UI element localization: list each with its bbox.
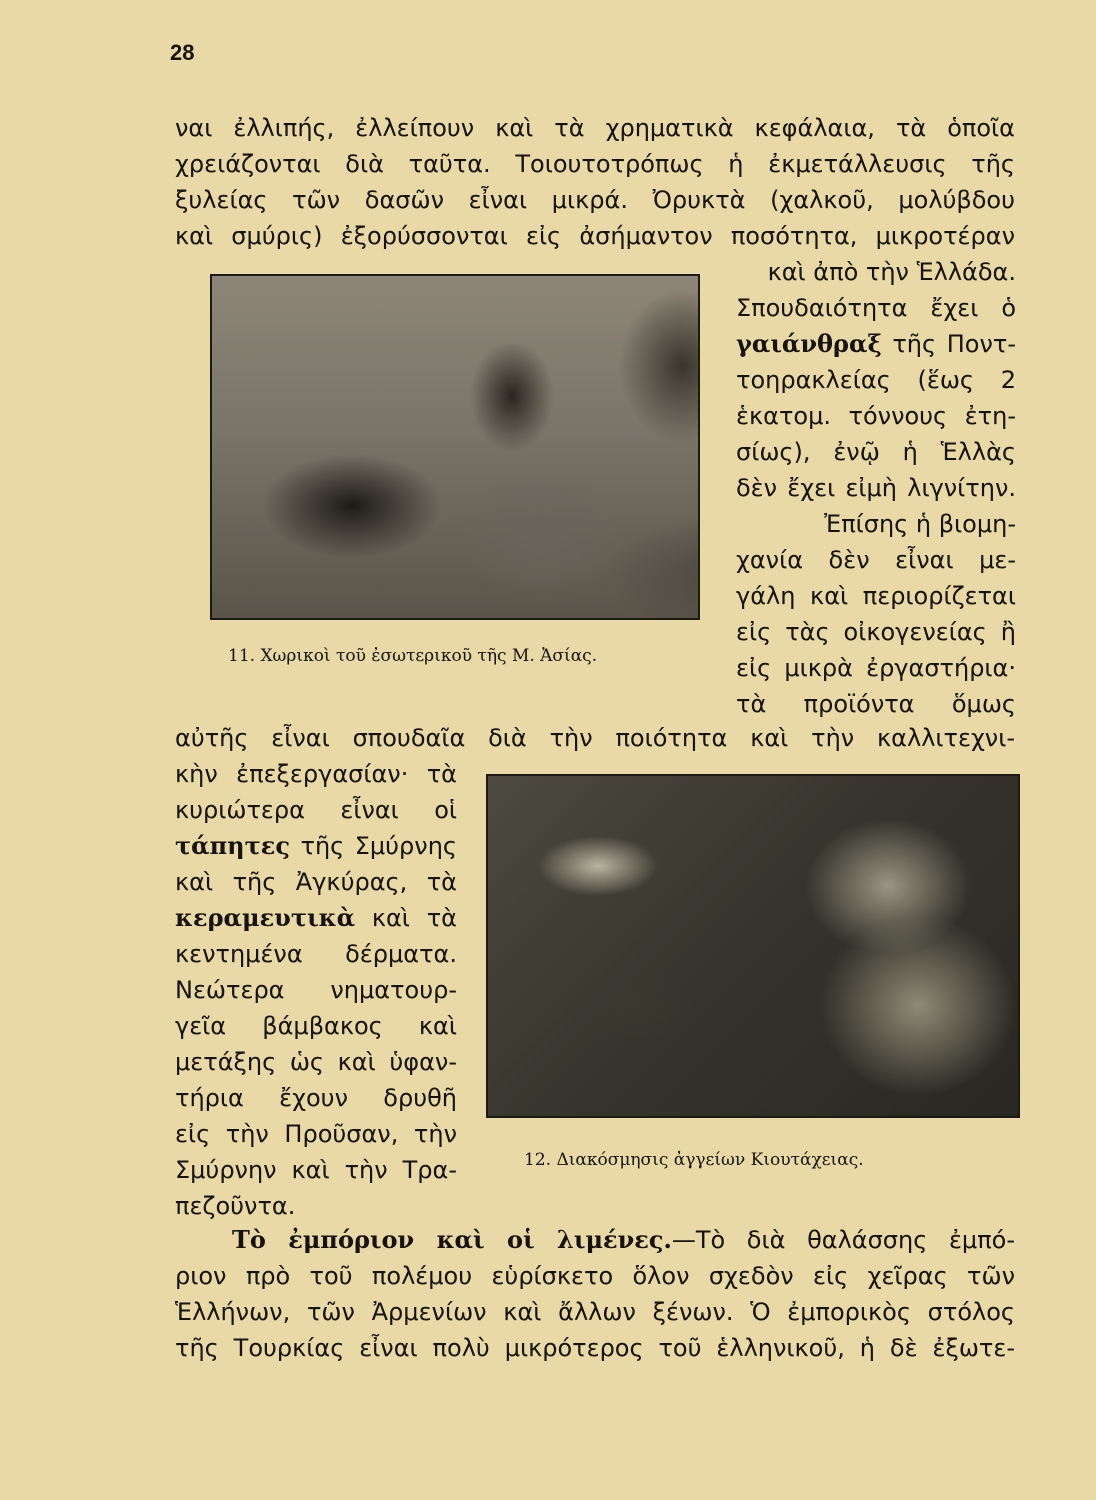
right-column-line: χανία δὲν εἶναι με- — [736, 546, 1016, 574]
left-column-line: καὶ τῆς Ἀγκύρας, τὰ — [175, 868, 457, 896]
left-column-line: πεζοῦντα. — [175, 1192, 296, 1220]
right-column-line: γάλη καὶ περιορίζεται — [736, 582, 1016, 610]
line-text: —Τὸ διὰ θαλάσσης ἐμπό- — [671, 1226, 1015, 1254]
left-column-line: Σμύρνην καὶ τὴν Τρα- — [175, 1156, 457, 1184]
section-first-line — [232, 1224, 1015, 1256]
left-column-line: Νεώτερα νηματουρ- — [175, 976, 457, 1004]
photo-pottery-decoration — [486, 774, 1020, 1118]
left-column-line: κὴν ἐπεξεργασίαν· τὰ — [175, 760, 457, 788]
body-line: ξυλείας τῶν δασῶν εἶναι μικρά. Ὀρυκτὰ (χαλκοῦ, μολύβδου — [175, 186, 1015, 214]
left-column-line — [175, 902, 457, 934]
right-column-line: Ἐπίσης ἡ βιομη- — [824, 510, 1016, 538]
page-number: 28 — [170, 40, 195, 65]
figure-12-caption: 12. Διακόσμησις ἀγγείων Κιουτάχειας. — [524, 1150, 864, 1170]
body-line: αὐτῆς εἶναι σπουδαῖα διὰ τὴν ποιότητα καὶ τὴν καλλιτεχνι- — [175, 724, 1015, 752]
photo-villagers — [210, 274, 700, 620]
body-line: καὶ σμύρις) ἐξορύσσονται εἰς ἀσήμαντον ποσότητα, μικροτέραν — [175, 222, 1015, 250]
left-column-line: κεντημένα δέρματα. — [175, 940, 457, 968]
right-column-line: σίως), ἐνῷ ἡ Ἑλλὰς — [736, 438, 1016, 466]
body-line: ριον πρὸ τοῦ πολέμου εὑρίσκετο ὅλον σχεδὸν εἰς χεῖρας τῶν — [175, 1262, 1015, 1290]
line-text: καὶ τὰ — [355, 904, 457, 932]
section-heading: Τὸ ἐμπόριον καὶ οἱ λιμένες. — [232, 1225, 672, 1254]
right-column-line: εἰς τὰς οἰκογενείας ἢ — [736, 618, 1016, 646]
right-column-line: καὶ ἀπὸ τὴν Ἑλλάδα. — [767, 258, 1016, 286]
right-column-line: τὰ προϊόντα ὅμως — [736, 690, 1016, 718]
body-line: χρειάζονται διὰ ταῦτα. Τοιουτοτρόπως ἡ ἐκμετάλλευσις τῆς — [175, 150, 1015, 178]
bold-term-coal: γαιάνθραξ — [736, 329, 882, 358]
right-column-line: τοηρακλείας (ἕως 2 — [736, 366, 1016, 394]
left-column-line: τήρια ἔχουν δρυθῆ — [175, 1084, 457, 1112]
body-line: τῆς Τουρκίας εἶναι πολὺ μικρότερος τοῦ ἑλληνικοῦ, ἡ δὲ ἐξωτε- — [175, 1334, 1015, 1362]
left-column-line: μετάξης ὡς καὶ ὑφαν- — [175, 1048, 457, 1076]
right-column-line — [736, 328, 1016, 360]
line-text: τῆς Σμύρνης — [289, 832, 457, 860]
right-column-line: ἑκατομ. τόννους ἐτη- — [736, 402, 1016, 430]
body-line: ναι ἐλλιπής, ἐλλείπουν καὶ τὰ χρηματικὰ κεφάλαια, τὰ ὁποῖα — [175, 114, 1015, 142]
right-column-line: Σπουδαιότητα ἔχει ὁ — [736, 294, 1016, 322]
right-column-line: εἰς μικρὰ ἐργαστήρια· — [736, 654, 1016, 682]
left-column-line — [175, 830, 457, 862]
bold-term-ceramics: κεραμευτικὰ — [175, 903, 356, 932]
left-column-line: κυριώτερα εἶναι οἱ — [175, 796, 457, 824]
right-column-line: δὲν ἔχει εἰμὴ λιγνίτην. — [736, 474, 1016, 502]
bold-term-carpets: τάπητες — [175, 831, 290, 860]
line-text: τῆς Ποντ- — [881, 330, 1016, 358]
left-column-line: εἰς τὴν Προῦσαν, τὴν — [175, 1120, 457, 1148]
figure-11-caption: 11. Χωρικοὶ τοῦ ἐσωτερικοῦ τῆς Μ. Ἀσίας. — [228, 646, 598, 666]
left-column-line: γεῖα βάμβακος καὶ — [175, 1012, 457, 1040]
body-line: Ἑλλήνων, τῶν Ἀρμενίων καὶ ἄλλων ξένων. Ὁ ἐμπορικὸς στόλος — [175, 1298, 1015, 1326]
